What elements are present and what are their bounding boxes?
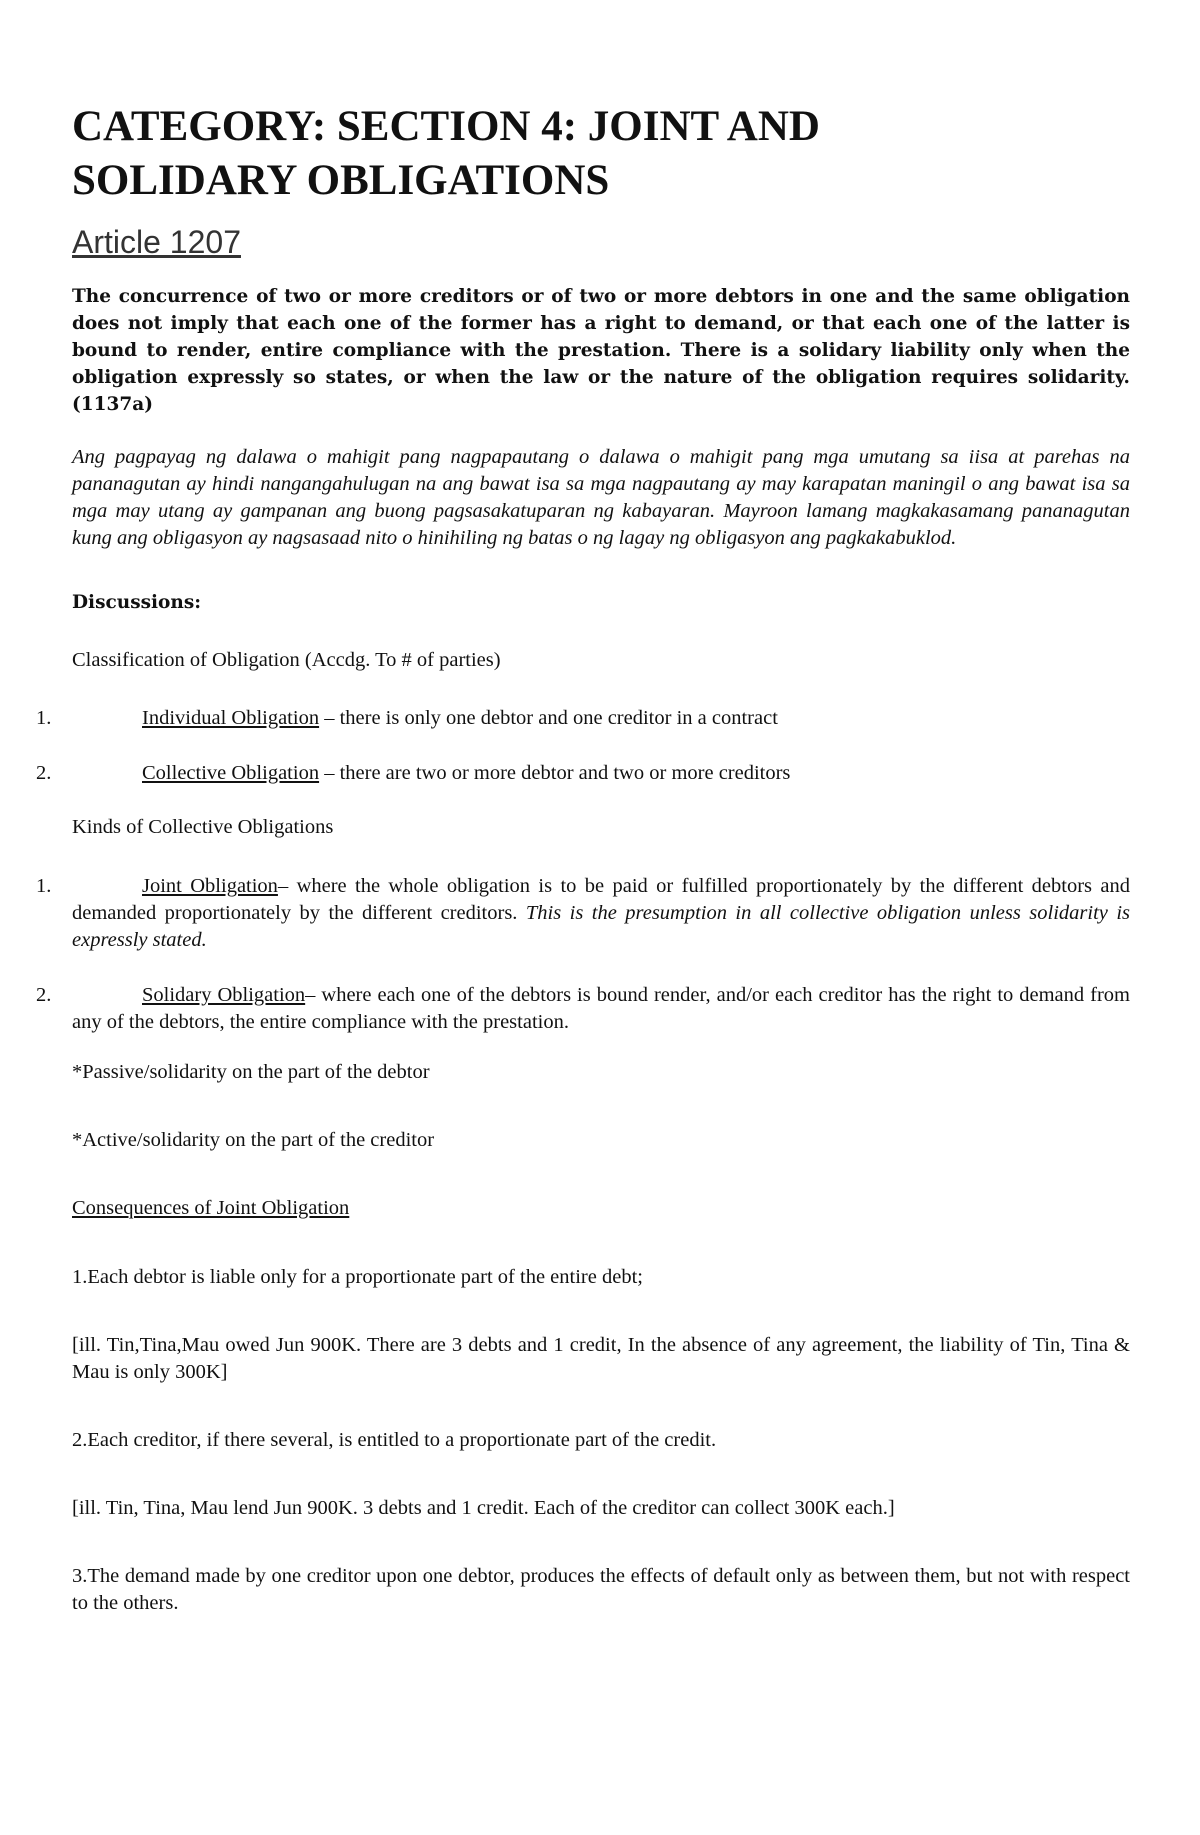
article-text-filipino: Ang pagpayag ng dalawa o mahigit pang nagpapautang o dalawa o mahigit pang mga umutang sa iisa at parehas na pananagutan ay hindi nangangahulugan na ang bawat isa sa mga nagpautang ay may karapatan maningil o ang bawat isa sa mga may utang ay gampanan ang buong pagsasakatuparan ng kabayaran. Mayroon lamang magkakasamang pananagutan kung ang obligasyon ay nagsasaad nito o hinihiling ng batas o ng lagay ng obligasyon ang pagkakabuklod.: [72, 446, 1130, 549]
passive-solidarity-note: *Passive/solidarity on the part of the debtor: [72, 1061, 430, 1083]
article-text-english: The concurrence of two or more creditors or of two or more debtors in one and the same obligation does not imply that each one of the former has a right to demand, or that each one of the latter is bound to render, entire compliance with the prestation. There is a solidary liability only when the obligation expressly so states, or when the law or the nature of the obligation requires solidarity. (1137a): [72, 286, 1130, 415]
consequence-item: 2.Each creditor, if there several, is entitled to a proportionate part of the credit.: [72, 1429, 717, 1451]
article-heading: Article 1207: [72, 224, 241, 260]
item-number: 1.: [36, 707, 52, 729]
active-solidarity-note: *Active/solidarity on the part of the creditor: [72, 1129, 435, 1151]
item-term: Solidary Obligation: [142, 984, 306, 1006]
item-term: Collective Obligation: [142, 762, 320, 784]
list-item: [36, 982, 1130, 1036]
item-note: This is the presumption in all collective obligation unless solidarity is expressly stated.: [72, 902, 1130, 951]
consequences-heading: Consequences of Joint Obligation: [72, 1197, 350, 1219]
document-page: [36, 100, 1130, 1617]
kinds-heading: Kinds of Collective Obligations: [72, 816, 334, 838]
item-number: 1.: [36, 875, 52, 897]
item-definition: – there is only one debtor and one creditor in a contract: [319, 707, 778, 729]
item-term: Individual Obligation: [142, 707, 320, 729]
item-definition: – where the whole obligation is to be paid or fulfilled proportionately by the different debtors and demanded proportionately by the different creditors.: [72, 875, 1130, 924]
item-number: 2.: [36, 762, 52, 784]
classification-heading: Classification of Obligation (Accdg. To # of parties): [72, 649, 501, 671]
consequence-item: 3.The demand made by one creditor upon one debtor, produces the effects of default only as between them, but not with respect to the others.: [72, 1565, 1130, 1614]
page-title: [72, 100, 1130, 208]
item-term: Joint Obligation: [142, 875, 278, 897]
consequence-illustration: [ill. Tin,Tina,Mau owed Jun 900K. There are 3 debts and 1 credit, In the absence of any agreement, the liability of Tin, Tina & Mau is only 300K]: [72, 1334, 1130, 1383]
discussions-heading: Discussions:: [72, 592, 202, 613]
title-line-1: CATEGORY: SECTION 4: JOINT AND: [72, 103, 820, 150]
item-definition: – there are two or more debtor and two or more creditors: [319, 762, 791, 784]
item-number: 2.: [36, 984, 52, 1006]
list-item: [36, 705, 1130, 732]
title-line-2: SOLIDARY OBLIGATIONS: [72, 157, 610, 204]
consequence-item: 1.Each debtor is liable only for a proportionate part of the entire debt;: [72, 1266, 643, 1288]
list-item: [36, 760, 1130, 787]
list-item: [36, 873, 1130, 954]
item-definition: – where each one of the debtors is bound render, and/or each creditor has the right to demand from any of the debtors, the entire compliance with the prestation.: [72, 984, 1130, 1033]
consequence-illustration: [ill. Tin, Tina, Mau lend Jun 900K. 3 debts and 1 credit. Each of the creditor can collect 300K each.]: [72, 1497, 895, 1519]
